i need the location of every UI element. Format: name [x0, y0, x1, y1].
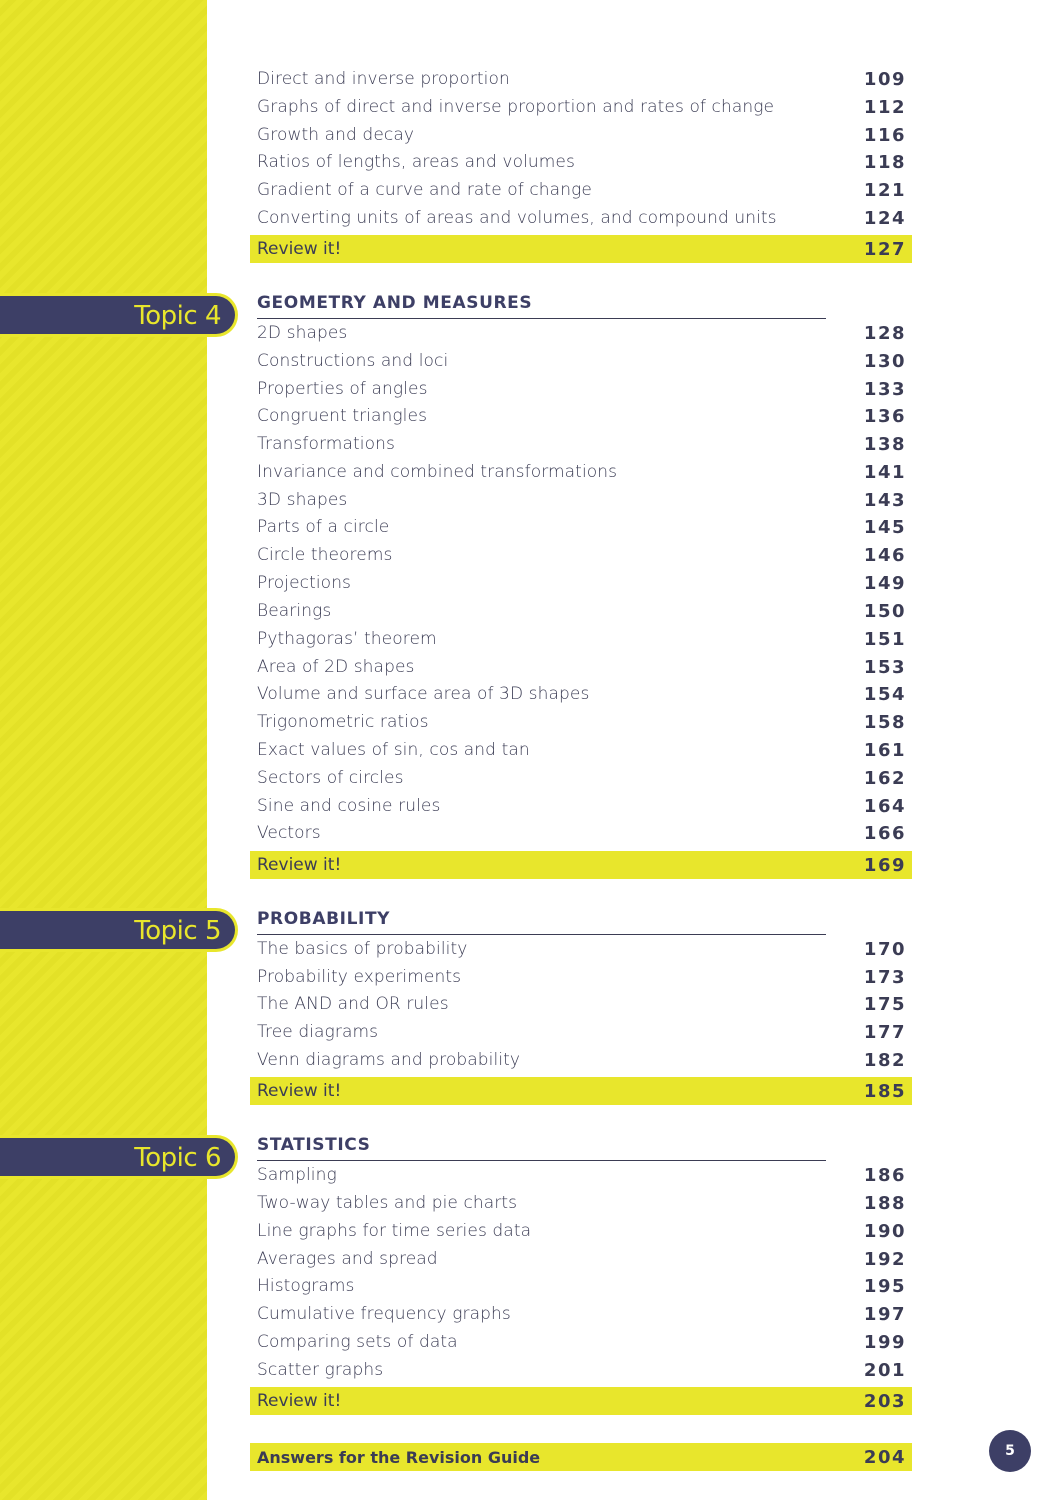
toc-entry-title: Line graphs for time series data — [257, 1221, 532, 1241]
toc-entry-page: 151 — [863, 628, 906, 650]
toc-entry-page: 195 — [863, 1275, 906, 1297]
toc-entry[interactable] — [257, 680, 906, 708]
toc-entry[interactable] — [257, 347, 906, 375]
toc-entry-page: 170 — [863, 938, 906, 960]
topic-5-tab — [0, 908, 238, 952]
toc-entry-page: 197 — [863, 1303, 906, 1325]
review-page: 185 — [863, 1080, 906, 1102]
toc-entry[interactable] — [257, 93, 906, 121]
review-page: 169 — [863, 854, 906, 876]
section-heading-text: GEOMETRY AND MEASURES — [257, 293, 533, 313]
toc-entry[interactable] — [257, 1356, 906, 1384]
topic-6-tab — [0, 1135, 238, 1179]
page-number-badge: 5 — [989, 1430, 1031, 1472]
toc-entry[interactable] — [257, 597, 906, 625]
toc-entry[interactable] — [257, 819, 906, 847]
toc-entry[interactable] — [257, 1018, 906, 1046]
toc-entry-title: Exact values of sin, cos and tan — [257, 740, 530, 760]
toc-entry-title: Bearings — [257, 601, 332, 621]
toc-entry-title: Growth and decay — [257, 125, 414, 145]
toc-entry-title: Histograms — [257, 1276, 355, 1296]
toc-entry-page: 109 — [863, 68, 906, 90]
toc-entry[interactable] — [257, 1328, 906, 1356]
toc-entry-title: Volume and surface area of 3D shapes — [257, 684, 590, 704]
toc-entry-page: 175 — [863, 993, 906, 1015]
toc-entry-title: Graphs of direct and inverse proportion and rates of change — [257, 97, 775, 117]
toc-entry-title: 2D shapes — [257, 323, 348, 343]
toc-entry-title: The AND and OR rules — [257, 994, 449, 1014]
toc-entry-page: 153 — [863, 656, 906, 678]
section-heading — [257, 292, 826, 319]
toc-entry[interactable] — [257, 65, 906, 93]
toc-entry-title: Scatter graphs — [257, 1360, 384, 1380]
toc-entry-page: 136 — [863, 405, 906, 427]
toc-entry[interactable] — [257, 653, 906, 681]
toc-entry-page: 158 — [863, 711, 906, 733]
section-heading — [257, 908, 826, 935]
toc-entry[interactable] — [257, 375, 906, 403]
toc-entry-page: 164 — [863, 795, 906, 817]
toc-entry-page: 186 — [863, 1164, 906, 1186]
toc-entry-title: Properties of angles — [257, 379, 428, 399]
toc-entry-title: Sectors of circles — [257, 768, 404, 788]
toc-entry-title: Venn diagrams and probability — [257, 1050, 521, 1070]
toc-entry-title: Sampling — [257, 1165, 337, 1185]
side-color-band — [0, 0, 207, 1500]
toc-entry-title: Gradient of a curve and rate of change — [257, 180, 592, 200]
toc-entry-title: Parts of a circle — [257, 517, 390, 537]
toc-entry-title: Pythagoras’ theorem — [257, 629, 437, 649]
toc-entry-page: 173 — [863, 966, 906, 988]
toc-entry[interactable] — [257, 402, 906, 430]
toc-entry-title: Area of 2D shapes — [257, 657, 415, 677]
toc-entry[interactable] — [257, 430, 906, 458]
toc-entry-page: 150 — [863, 600, 906, 622]
toc-entry-title: Tree diagrams — [257, 1022, 379, 1042]
toc-entry[interactable] — [257, 319, 906, 347]
toc-entry[interactable] — [257, 1272, 906, 1300]
section-heading-text: PROBABILITY — [257, 909, 391, 929]
toc-entry[interactable] — [257, 1300, 906, 1328]
toc-entry[interactable] — [257, 121, 906, 149]
toc-entry-page: 199 — [863, 1331, 906, 1353]
toc-entry[interactable] — [257, 569, 906, 597]
toc-entry-title: Converting units of areas and volumes, and compound units — [257, 208, 777, 228]
toc-entry-page: 116 — [863, 124, 906, 146]
toc-entry-title: Trigonometric ratios — [257, 712, 429, 732]
topic-tab-label: Topic 4 — [134, 301, 221, 331]
toc-entry-title: Constructions and loci — [257, 351, 449, 371]
toc-entry-page: 166 — [863, 822, 906, 844]
toc-entry[interactable] — [257, 1046, 906, 1074]
toc-entry-title: Ratios of lengths, areas and volumes — [257, 152, 575, 172]
review-label: Review it! — [257, 855, 342, 875]
toc-entry-page: 143 — [863, 489, 906, 511]
toc-entry-page: 154 — [863, 683, 906, 705]
review-label: Review it! — [257, 1391, 342, 1411]
toc-entry-title: Comparing sets of data — [257, 1332, 458, 1352]
toc-entry-title: Invariance and combined transformations — [257, 462, 618, 482]
toc-entry-page: 161 — [863, 739, 906, 761]
toc-entry-page: 121 — [863, 179, 906, 201]
toc-entry-page: 146 — [863, 544, 906, 566]
toc-entry-page: 130 — [863, 350, 906, 372]
toc-entry[interactable] — [257, 148, 906, 176]
section-heading — [257, 1134, 826, 1161]
toc-entry-page: 141 — [863, 461, 906, 483]
toc-entry-title: Projections — [257, 573, 352, 593]
toc-entry-title: 3D shapes — [257, 490, 348, 510]
toc-entry-page: 128 — [863, 322, 906, 344]
toc-entry-title: The basics of probability — [257, 939, 468, 959]
toc-entry[interactable] — [257, 1161, 906, 1189]
toc-entry[interactable] — [257, 764, 906, 792]
toc-entry-page: 149 — [863, 572, 906, 594]
toc-entry-page: 192 — [863, 1248, 906, 1270]
toc-entry[interactable] — [257, 1217, 906, 1245]
toc-entry-page: 201 — [863, 1359, 906, 1381]
toc-entry-title: Averages and spread — [257, 1249, 438, 1269]
toc-entry-title: Two-way tables and pie charts — [257, 1193, 518, 1213]
section-heading-text: STATISTICS — [257, 1135, 371, 1155]
toc-entry[interactable] — [257, 963, 906, 991]
toc-entry-page: 118 — [863, 151, 906, 173]
topic-tab-label: Topic 6 — [134, 1143, 221, 1173]
toc-entry[interactable] — [257, 1245, 906, 1273]
answers-label: Answers for the Revision Guide — [257, 1447, 541, 1467]
review-label: Review it! — [257, 1081, 342, 1101]
review-it-row[interactable] — [250, 1077, 912, 1105]
toc-entry-title: Vectors — [257, 823, 321, 843]
toc-entry[interactable] — [257, 458, 906, 486]
toc-entry-page: 188 — [863, 1192, 906, 1214]
toc-entry[interactable] — [257, 708, 906, 736]
toc-entry[interactable] — [257, 1189, 906, 1217]
review-page: 203 — [863, 1390, 906, 1412]
toc-entry-title: Transformations — [257, 434, 395, 454]
toc-entry-page: 112 — [863, 96, 906, 118]
toc-entry[interactable] — [257, 990, 906, 1018]
toc-entry-page: 124 — [863, 207, 906, 229]
toc-entry-title: Sine and cosine rules — [257, 796, 441, 816]
toc-entry-page: 182 — [863, 1049, 906, 1071]
toc-entry-page: 138 — [863, 433, 906, 455]
toc-entry-page: 190 — [863, 1220, 906, 1242]
answers-page: 204 — [863, 1446, 906, 1468]
topic-4-tab — [0, 293, 238, 337]
review-label: Review it! — [257, 239, 342, 259]
toc-entry-title: Direct and inverse proportion — [257, 69, 510, 89]
toc-entry-page: 162 — [863, 767, 906, 789]
toc-entry[interactable] — [257, 486, 906, 514]
answers-row[interactable] — [250, 1443, 912, 1471]
toc-entry[interactable] — [257, 736, 906, 764]
toc-entry[interactable] — [257, 204, 906, 232]
review-it-row[interactable] — [250, 235, 912, 263]
toc-entry-title: Probability experiments — [257, 967, 462, 987]
toc-entry[interactable] — [257, 513, 906, 541]
review-page: 127 — [863, 238, 906, 260]
toc-entry[interactable] — [257, 792, 906, 820]
toc-entry[interactable] — [257, 935, 906, 963]
toc-entry-page: 177 — [863, 1021, 906, 1043]
topic-tab-label: Topic 5 — [134, 916, 221, 946]
toc-entry-title: Circle theorems — [257, 545, 393, 565]
toc-entry[interactable] — [257, 176, 906, 204]
toc-entry-page: 133 — [863, 378, 906, 400]
toc-entry[interactable] — [257, 625, 906, 653]
toc-entry[interactable] — [257, 541, 906, 569]
review-it-row[interactable] — [250, 851, 912, 879]
toc-entry-page: 145 — [863, 516, 906, 538]
toc-entry-title: Cumulative frequency graphs — [257, 1304, 511, 1324]
toc-entry-title: Congruent triangles — [257, 406, 428, 426]
review-it-row[interactable] — [250, 1387, 912, 1415]
